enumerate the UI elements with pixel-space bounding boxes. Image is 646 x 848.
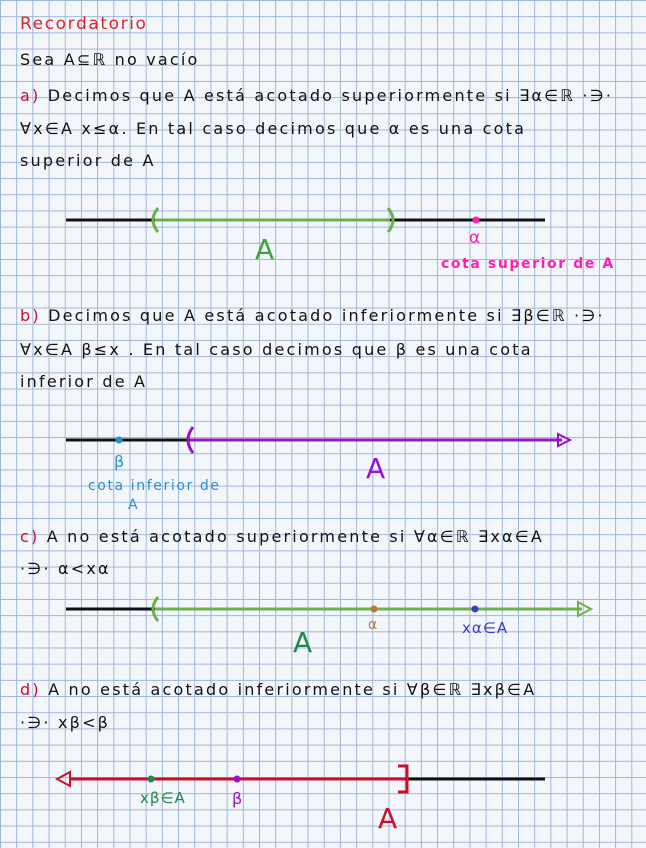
set-d-arrow (57, 772, 70, 786)
x-alpha-point (472, 606, 479, 613)
diagram-b (0, 415, 646, 475)
item-c-line2: ·∋· α<xα (20, 559, 111, 578)
intro-text: Sea A⊆ℝ no vacío (20, 50, 200, 69)
item-b-line3: inferior de A (20, 372, 148, 391)
x-beta-point (148, 776, 155, 783)
beta-point (116, 437, 123, 444)
item-d-marker: d) (20, 680, 41, 699)
alpha-label: α (469, 228, 483, 248)
alpha-point (473, 217, 480, 224)
set-b-label: A (366, 452, 388, 485)
diagram-d (0, 754, 646, 804)
item-d-line2: ·∋· xβ<β (20, 713, 111, 732)
x-beta-label: xβ∈A (140, 789, 186, 807)
item-b-line1 (20, 306, 605, 325)
alpha-c-point (371, 606, 378, 613)
beta-d-point (234, 776, 241, 783)
item-a-line1 (20, 86, 613, 105)
page-title: Recordatorio (20, 14, 148, 34)
item-a-marker: a) (20, 86, 41, 105)
item-a-line2: ∀x∈A x≤α. En tal caso decimos que α es una cota (20, 119, 527, 138)
x-alpha-label: xα∈A (462, 619, 509, 637)
item-c-marker: c) (20, 527, 40, 546)
alpha-caption: cota superior de A (441, 256, 615, 272)
item-d-line1 (20, 680, 536, 699)
beta-d-label: β (232, 789, 245, 808)
alpha-c-label: α (368, 617, 380, 633)
diagram-c (0, 585, 646, 635)
beta-label: β (114, 452, 127, 471)
set-c-label: A (293, 626, 315, 659)
beta-caption-1: cota inferior de (88, 478, 221, 494)
item-c-text1: A no está acotado superiormente si ∀α∈ℝ ∃xα∈A (46, 527, 545, 546)
item-b-marker: b) (20, 306, 41, 325)
beta-caption-2: A (128, 497, 140, 513)
item-b-line2: ∀x∈A β≤x . En tal caso decimos que β es una cota (20, 340, 533, 359)
item-a-text1: Decimos que A está acotado superiormente si ∃α∈ℝ ·∋· (47, 86, 614, 105)
item-a-line3: superior de A (20, 151, 156, 170)
item-d-text1: A no está acotado inferiormente si ∀β∈ℝ ∃xβ∈A (48, 680, 537, 699)
set-a-label: A (255, 233, 277, 266)
item-b-text1: Decimos que A está acotado inferiormente si ∃β∈ℝ ·∋· (48, 306, 605, 325)
set-d-label: A (378, 802, 400, 835)
item-c-line1 (20, 527, 544, 546)
